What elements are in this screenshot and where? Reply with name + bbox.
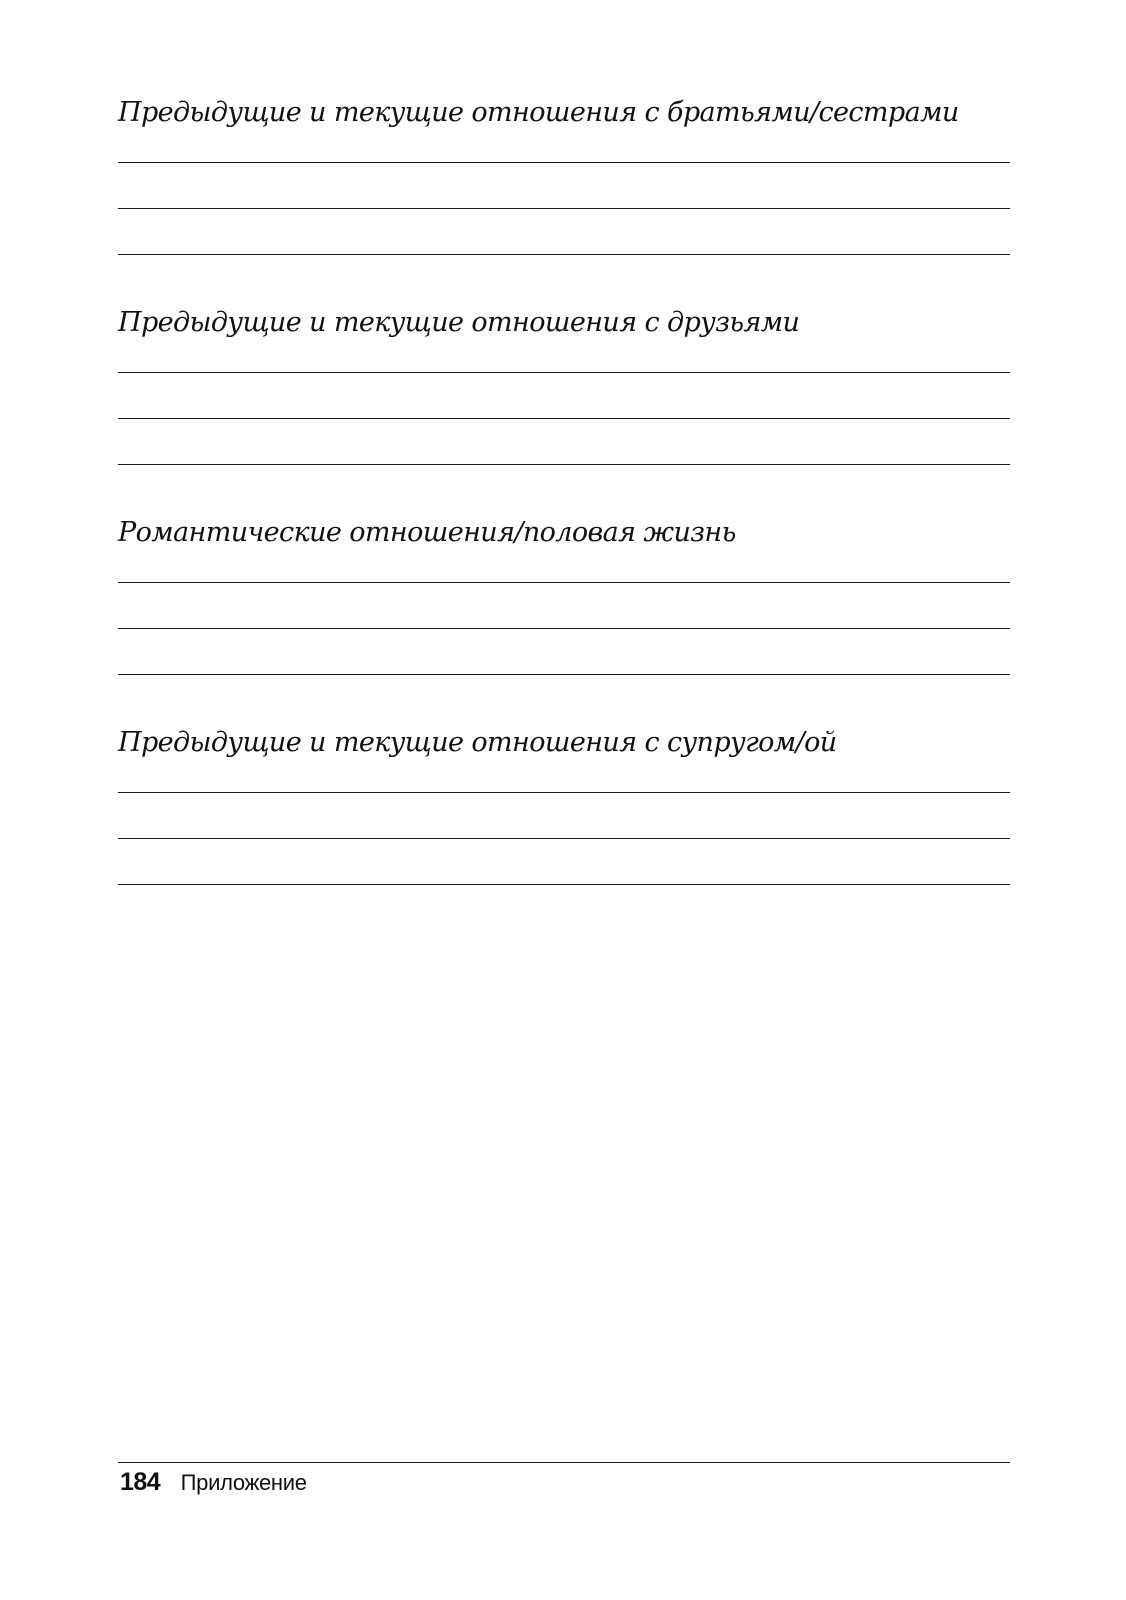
answer-line[interactable] xyxy=(118,582,1010,583)
running-title: Приложение xyxy=(180,1470,307,1495)
answer-line[interactable] xyxy=(118,674,1010,675)
section-title: Предыдущие и текущие отношения с братьями/сестрами xyxy=(118,97,959,128)
page-footer xyxy=(120,1468,307,1497)
answer-line[interactable] xyxy=(118,884,1010,885)
answer-line[interactable] xyxy=(118,628,1010,629)
answer-line[interactable] xyxy=(118,372,1010,373)
answer-line[interactable] xyxy=(118,208,1010,209)
answer-line[interactable] xyxy=(118,418,1010,419)
section-title: Предыдущие и текущие отношения с супругом/ой xyxy=(118,727,837,758)
answer-line[interactable] xyxy=(118,254,1010,255)
section-title: Романтические отношения/половая жизнь xyxy=(118,517,736,548)
footer-divider xyxy=(118,1462,1010,1463)
answer-line[interactable] xyxy=(118,464,1010,465)
section-title: Предыдущие и текущие отношения с друзьями xyxy=(118,307,800,338)
page-number: 184 xyxy=(120,1468,161,1496)
answer-line[interactable] xyxy=(118,792,1010,793)
answer-line[interactable] xyxy=(118,162,1010,163)
answer-line[interactable] xyxy=(118,838,1010,839)
